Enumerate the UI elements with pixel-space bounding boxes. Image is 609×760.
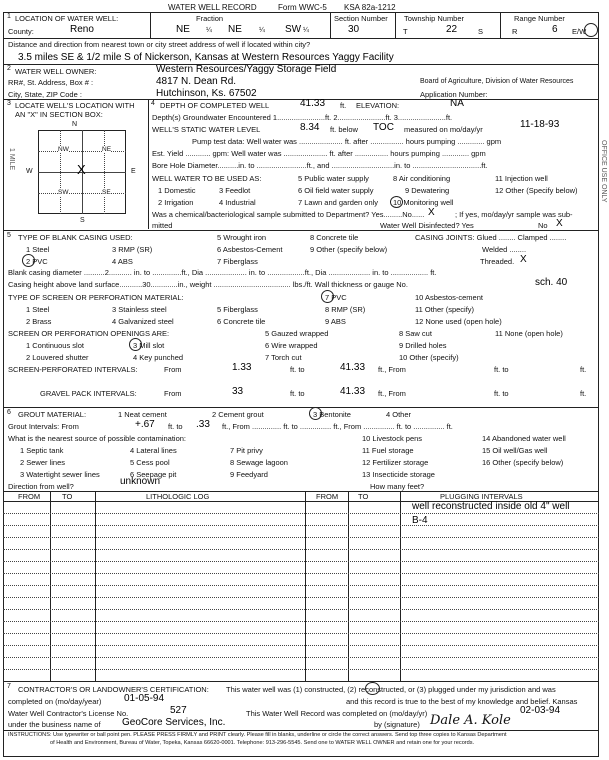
sp-from-2-label: ft., From: [378, 365, 406, 374]
se-label: SE: [102, 189, 111, 196]
record-completed-label: This Water Well Record was completed on (mo/day/yr): [246, 709, 428, 718]
measured-date: 11-18-93: [520, 119, 560, 130]
mile-label-left: 1 MILE: [8, 148, 15, 171]
use-5: 5 Public water supply: [298, 174, 369, 183]
casing-2: 2 PVC: [26, 257, 48, 266]
plugging-note-1: well reconstructed inside old 4" well: [412, 501, 570, 512]
gp-to-label: ft. to: [290, 389, 305, 398]
address-value: 4817 N. Dean Rd.: [156, 76, 237, 87]
office-use-label: OFFICE USE ONLY: [600, 140, 607, 203]
address-label: RR#, St. Address, Box # :: [8, 78, 94, 87]
sp-from-value: 1.33: [232, 362, 252, 373]
chem-no-x: X: [428, 207, 435, 218]
contam-16: 16 Other (specify below): [482, 458, 564, 467]
screen-4: 4 Galvanized steel: [112, 317, 174, 326]
divider: [104, 130, 105, 214]
owner-label: WATER WELL OWNER:: [15, 67, 97, 76]
use-9: 9 Dewatering: [405, 186, 450, 195]
completed-label: completed on (mo/day/year): [8, 697, 102, 706]
screen-intervals-label: SCREEN-PERFORATED INTERVALS:: [8, 365, 138, 374]
use-6: 6 Oil field water supply: [298, 186, 374, 195]
use-3: 3 Feedlot: [219, 186, 251, 195]
screen-9: 9 ABS: [325, 317, 346, 326]
divider: [148, 99, 149, 229]
quarter-2: ¼: [259, 27, 265, 34]
instructions-line-2: of Health and Environment, Bureau of Water, Topeka, Kansas 66620-0001. Telephone: 913-296-5545. Send one to WATER WELL OWNER and retain one for your records.: [50, 740, 475, 746]
use-2: 2 Irrigation: [158, 198, 194, 207]
grout-3: 3 Bentonite: [313, 410, 351, 419]
casing-label: TYPE OF BLANK CASING USED:: [18, 233, 133, 242]
casing-diameter-line: Blank casing diameter ..........2........... in. to ..............ft., Dia .................... in. to ..................ft., Dia .................... in. to .................. ft.: [8, 268, 437, 277]
fraction-2: NE: [228, 24, 242, 35]
direction-label: Direction from well?: [8, 482, 74, 491]
log-row-line: [3, 537, 599, 538]
opening-2: 2 Louvered shutter: [26, 353, 89, 362]
divider: [305, 491, 306, 681]
grout-3-circle: [309, 407, 322, 420]
screen-material-label: TYPE OF SCREEN OR PERFORATION MATERIAL:: [8, 293, 184, 302]
range-r: R: [512, 27, 518, 36]
use-label: WELL WATER TO BE USED AS:: [152, 174, 262, 183]
signature-label: by (signature): [374, 720, 420, 729]
section-number-label: Section Number: [334, 14, 388, 23]
fraction-3: SW: [285, 24, 302, 35]
opening-3: 3 Mill slot: [133, 341, 165, 350]
divider: [3, 230, 599, 231]
township-value: 22: [446, 24, 458, 35]
lithologic-header: LITHOLOGIC LOG: [146, 492, 210, 501]
log-row-line: [3, 609, 599, 610]
grout-from-value: +.67: [135, 419, 155, 430]
record-completed-date: 02-03-94: [520, 705, 561, 716]
form-number: Form WWC-5: [278, 3, 327, 12]
casing-6: 6 Asbestos-Cement: [217, 245, 283, 254]
depth-ft: ft.: [340, 101, 347, 110]
screen-7-circle: [321, 290, 334, 303]
county-value: Reno: [70, 24, 94, 35]
casing-4: 4 ABS: [112, 257, 133, 266]
ksa-reference: KSA 82a-1212: [344, 3, 396, 12]
contam-9: 9 Feedyard: [230, 470, 268, 479]
groundwater-line: Depth(s) Groundwater Encountered 1.......................ft. 2.......................ft. 3.......................ft.: [152, 113, 453, 122]
section-2-number: 2: [7, 65, 11, 72]
quarter-3: ¼: [303, 27, 309, 34]
use-7: 7 Lawn and garden only: [298, 198, 379, 207]
log-row-line: [3, 525, 599, 526]
plugging-header: PLUGGING INTERVALS: [440, 492, 523, 501]
screen-12: 12 None used (open hole): [415, 317, 502, 326]
contam-5: 5 Cess pool: [130, 458, 170, 467]
divider: [330, 12, 331, 38]
sp-to-value: 41.33: [340, 362, 366, 373]
openings-label: SCREEN OR PERFORATION OPENINGS ARE:: [8, 329, 170, 338]
range-label: Range Number: [514, 14, 565, 23]
log-row-line: [3, 669, 599, 670]
gravel-intervals-label: GRAVEL PACK INTERVALS:: [40, 389, 137, 398]
nw-label: NW: [58, 146, 69, 153]
north-label: N: [72, 121, 78, 128]
contam-2: 2 Sewer lines: [20, 458, 66, 467]
plug-from-header: FROM: [316, 492, 339, 501]
locate-label-2: AN "X" IN SECTION BOX:: [15, 110, 103, 119]
joint-threaded: Threaded.: [480, 257, 515, 266]
log-row-line: [3, 573, 599, 574]
opening-5: 5 Gauzed wrapped: [265, 329, 329, 338]
form-title: WATER WELL RECORD: [168, 3, 257, 12]
contam-1: 1 Septic tank: [20, 446, 64, 455]
screen-2: 2 Brass: [26, 317, 52, 326]
casing-5: 5 Wrought iron: [217, 233, 267, 242]
chem-sample-line-2: ; If yes, mo/day/yr sample was sub-: [455, 210, 573, 219]
divider: [95, 491, 96, 681]
static-level-label: WELL'S STATIC WATER LEVEL: [152, 125, 261, 134]
screen-3: 3 Stainless steel: [112, 305, 167, 314]
application-label: Application Number:: [420, 90, 488, 99]
use-4: 4 Industrial: [219, 198, 256, 207]
divider: [50, 491, 51, 681]
screen-8: 8 RMP (SR): [325, 305, 366, 314]
gp-from-2-label: ft., From: [378, 389, 406, 398]
fraction-label: Fraction: [196, 14, 224, 23]
use-8: 8 Air conditioning: [393, 174, 451, 183]
grout-label: GROUT MATERIAL:: [18, 410, 87, 419]
opening-1: 1 Continuous slot: [26, 341, 84, 350]
yield-line: Est. Yield ............ gpm: Well water was ..................... ft. after ................ hours pumping ............. gpm: [152, 149, 486, 158]
screen-1: 1 Steel: [26, 305, 50, 314]
log-from-header: FROM: [18, 492, 41, 501]
section-number-value: 30: [348, 24, 360, 35]
divider: [395, 12, 396, 38]
contam-8: 8 Sewage lagoon: [230, 458, 288, 467]
sp-to-2-label: ft. to: [494, 365, 509, 374]
opening-9: 9 Drilled holes: [399, 341, 447, 350]
contractor-signature: Dale A. Kole: [430, 713, 511, 728]
contam-15: 15 Oil well/Gas well: [482, 446, 548, 455]
screen-7: 7 PVC: [325, 293, 347, 302]
disinfected-label: Water Well Disinfected? Yes: [380, 221, 474, 230]
disinfected-no: No: [538, 221, 548, 230]
divider: [38, 193, 126, 194]
gp-ft-end: ft.: [580, 389, 587, 398]
divider: [3, 681, 599, 682]
contam-11: 11 Fuel storage: [362, 446, 414, 455]
range-ew: E/W: [572, 27, 587, 36]
depth-value: 41.33: [300, 98, 326, 109]
log-row-line: [3, 645, 599, 646]
gp-from-label: From: [164, 389, 182, 398]
grout-to-value: .33: [196, 419, 210, 430]
casing-3: 3 RMP (SR): [112, 245, 153, 254]
divider: [3, 38, 599, 39]
log-row-line: [3, 633, 599, 634]
joint-welded: Welded ........: [482, 245, 527, 254]
distance-value: 3.5 miles SE & 1/2 mile S of Nickerson, Kansas at Western Resources Yaggy Facility: [18, 52, 394, 63]
log-row-line: [3, 561, 599, 562]
measured-label: measured on mo/day/yr: [404, 125, 483, 134]
section-6-number: 6: [7, 409, 11, 416]
opening-7: 7 Torch cut: [265, 353, 302, 362]
east-label: E: [131, 168, 136, 175]
screen-5: 5 Fiberglass: [217, 305, 258, 314]
section-4-number: 4: [151, 100, 155, 107]
gp-to-2-label: ft. to: [494, 389, 509, 398]
contam-10: 10 Livestock pens: [362, 434, 423, 443]
board-label: Board of Agriculture, Division of Water Resources: [420, 78, 574, 85]
locate-label-1: LOCATE WELL'S LOCATION WITH: [15, 101, 135, 110]
use-11: 11 Injection well: [495, 174, 548, 183]
certification-text-1: This water well was (1) constructed, (2) reconstructed, or (3) plugged under my jurisdiction and was: [226, 685, 556, 694]
well-location-x: X: [77, 162, 86, 177]
section-3-number: 3: [7, 100, 11, 107]
contamination-label: What is the nearest source of possible contamination:: [8, 434, 187, 443]
screen-11: 11 Other (specify): [415, 305, 475, 314]
contam-13: 13 Insecticide storage: [362, 470, 435, 479]
log-row-line: [3, 549, 599, 550]
plugging-note-2: B-4: [412, 515, 428, 526]
log-row-line: [3, 585, 599, 586]
county-label: County:: [8, 27, 34, 36]
contam-3: 3 Watertight sewer lines: [20, 470, 100, 479]
static-below: ft. below: [330, 125, 358, 134]
township-s: S: [478, 27, 484, 36]
grout-1: 1 Neat cement: [118, 410, 167, 419]
gp-to-value: 41.33: [340, 386, 366, 397]
divider: [500, 12, 501, 38]
sp-to-label: ft. to: [290, 365, 305, 374]
direction-value: unknown: [120, 476, 161, 487]
range-w-circle: [584, 23, 598, 37]
casing-8: 8 Concrete tile: [310, 233, 359, 242]
ne-label: NE: [102, 146, 112, 153]
feet-label: How many feet?: [370, 482, 425, 491]
casing-7: 7 Fiberglass: [217, 257, 258, 266]
wall-gauge-value: sch. 40: [535, 277, 568, 288]
contam-14: 14 Abandoned water well: [482, 434, 566, 443]
divider: [400, 491, 401, 681]
static-reference: TOC: [373, 122, 394, 133]
joint-threaded-x: X: [520, 254, 527, 265]
plug-to-header: TO: [358, 492, 369, 501]
sp-from-label: From: [164, 365, 182, 374]
distance-label: Distance and direction from nearest town or city street address of well if located within city?: [8, 40, 311, 49]
casing-1: 1 Steel: [26, 245, 50, 254]
contam-6: 6 Seepage pit: [130, 470, 177, 479]
quarter-1: ¼: [206, 27, 212, 34]
divider: [3, 730, 599, 731]
township-label: Township Number: [404, 14, 465, 23]
log-row-line: [3, 513, 599, 514]
grout-2: 2 Cement grout: [212, 410, 264, 419]
range-value: 6: [552, 24, 558, 35]
casing-2-circle: [22, 254, 35, 267]
log-row-line: [3, 597, 599, 598]
opening-11: 11 None (open hole): [495, 329, 563, 338]
business-value: GeoCore Services, Inc.: [122, 717, 226, 728]
elevation-value: NA: [450, 98, 464, 109]
depth-label: DEPTH OF COMPLETED WELL: [160, 101, 270, 110]
sp-ft-end: ft.: [580, 365, 587, 374]
divider: [38, 151, 126, 152]
fraction-1: NE: [176, 24, 190, 35]
log-row-line: [3, 621, 599, 622]
bore-line: Bore Hole Diameter..........in. to ........................ft., and ..............................in. to .................................ft.: [152, 161, 488, 170]
instructions-line-1: INSTRUCTIONS: Use typewriter or ball point pen. PLEASE PRESS FIRMLY and PRINT clearly. Please fill in blanks, underline or circle the correct answers. Send top three copies to Kansas Department: [8, 732, 507, 738]
log-to-header: TO: [62, 492, 73, 501]
use-1: 1 Domestic: [158, 186, 196, 195]
city-value: Hutchinson, Ks. 67502: [156, 88, 257, 99]
casing-9: 9 Other (specify below): [310, 245, 388, 254]
city-label: City, State, ZIP Code :: [8, 90, 82, 99]
township-t: T: [403, 27, 408, 36]
opening-6: 6 Wire wrapped: [265, 341, 318, 350]
sw-label: SW: [58, 189, 69, 196]
casing-joints: CASING JOINTS: Glued ........ Clamped ........: [415, 233, 567, 242]
grout-rest-line: ft., From .............. ft. to ............... ft., From ............... ft. to ............... ft.: [222, 422, 453, 431]
divider: [150, 12, 151, 38]
certification-label: CONTRACTOR'S OR LANDOWNER'S CERTIFICATION:: [18, 685, 209, 694]
divider: [3, 407, 599, 408]
divider: [60, 130, 61, 214]
use-10: 10 Monitoring well: [393, 198, 454, 207]
owner-name: Western Resources/Yaggy Storage Field: [156, 64, 337, 75]
static-level-value: 8.34: [300, 122, 320, 133]
elevation-label: ELEVATION:: [356, 101, 400, 110]
license-value: 527: [170, 705, 187, 716]
log-row-line: [3, 657, 599, 658]
license-label: Water Well Contractor's License No.: [8, 709, 129, 718]
opening-8: 8 Saw cut: [399, 329, 432, 338]
section-1-number: 1: [7, 13, 11, 20]
gp-from-value: 33: [232, 386, 244, 397]
section-5-number: 5: [7, 232, 11, 239]
south-label: S: [80, 217, 85, 224]
certification-text-2: and this record is true to the best of my knowledge and belief. Kansas: [346, 697, 578, 706]
disinfected-no-x: X: [556, 218, 563, 229]
grout-4: 4 Other: [386, 410, 412, 419]
screen-10: 10 Asbestos-cement: [415, 293, 483, 302]
grout-intervals-label: Grout Intervals: From: [8, 422, 79, 431]
use-10-circle: [390, 196, 403, 208]
opening-10: 10 Other (specify): [399, 353, 459, 362]
pump-test-line: Pump test data: Well water was ..................... ft. after ................ hours pumping ............. gpm: [192, 137, 502, 146]
screen-6: 6 Concrete tile: [217, 317, 266, 326]
location-label: LOCATION OF WATER WELL:: [15, 14, 119, 23]
completed-date: 01-05-94: [124, 693, 165, 704]
opening-4: 4 Key punched: [133, 353, 184, 362]
contam-12: 12 Fertilizer storage: [362, 458, 429, 467]
contam-4: 4 Lateral lines: [130, 446, 177, 455]
west-label: W: [26, 168, 33, 175]
contam-7: 7 Pit privy: [230, 446, 263, 455]
opening-3-circle: [129, 338, 142, 351]
reconstructed-circle: [365, 682, 380, 695]
business-label: under the business name of: [8, 720, 101, 729]
use-12: 12 Other (Specify below): [495, 186, 578, 195]
grout-to-label: ft. to: [168, 422, 183, 431]
section-7-number: 7: [7, 683, 11, 690]
mitted-label: mitted: [152, 221, 173, 230]
casing-height-line: Casing height above land surface...........30.............in., weight ..................................... lbs./ft. Wall thickness or gauge No.: [8, 280, 408, 289]
divider: [348, 491, 349, 681]
chem-sample-line: Was a chemical/bacteriological sample submitted to Department? Yes.........No......: [152, 210, 425, 219]
